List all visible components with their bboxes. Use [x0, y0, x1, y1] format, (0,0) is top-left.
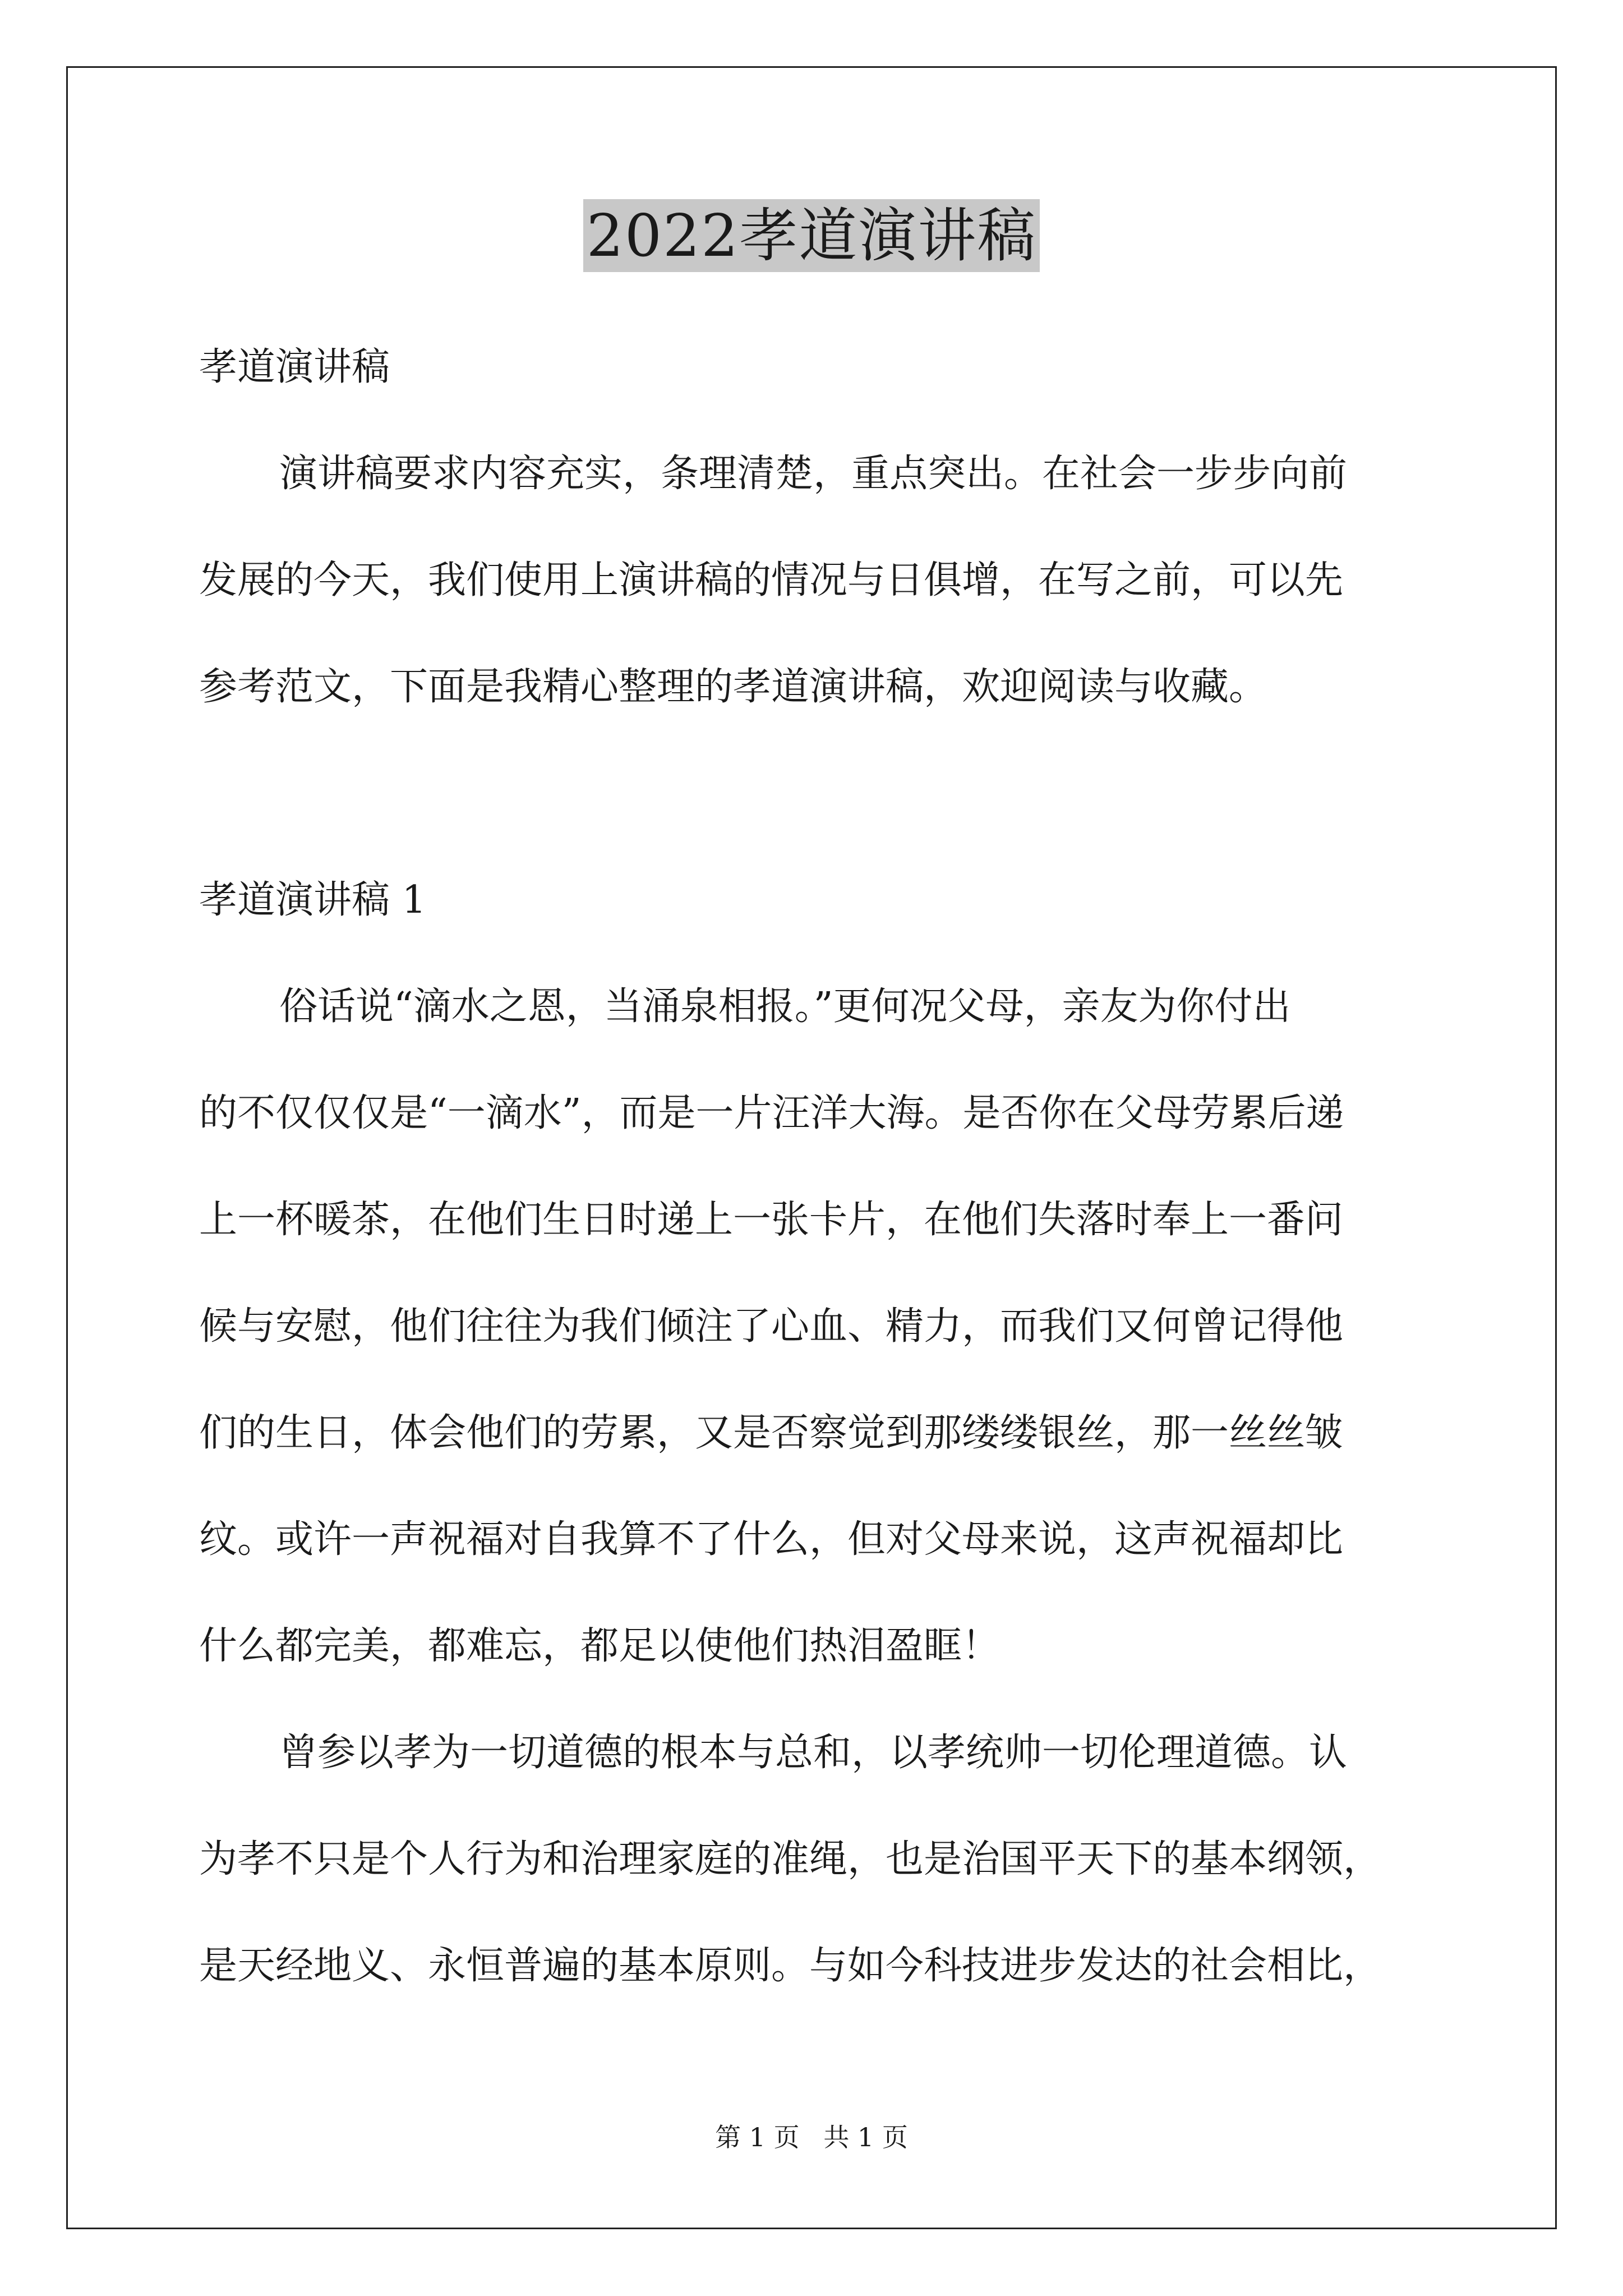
section-heading-1: 孝道演讲稿 1	[199, 878, 426, 922]
paragraph-line: 曾参以孝为一切道德的根本与总和，以孝统帅一切伦理道德。认	[279, 1731, 1348, 1775]
page-total: 共 1 页	[823, 2122, 908, 2152]
intro-line: 演讲稿要求内容充实，条理清楚，重点突出。在社会一步步向前	[279, 452, 1348, 496]
page-number: 第 1 页	[715, 2122, 800, 2152]
title-container	[0, 199, 1623, 272]
paragraph-line: 候与安慰，他们往往为我们倾注了心血、精力，而我们又何曾记得他	[199, 1304, 1344, 1349]
paragraph-line: 为孝不只是个人行为和治理家庭的准绳，也是治国平天下的基本纲领，	[199, 1837, 1382, 1881]
intro-line: 发展的今天，我们使用上演讲稿的情况与日俱增，在写之前，可以先	[199, 558, 1344, 602]
paragraph-line: 什么都完美，都难忘，都足以使他们热泪盈眶！	[199, 1624, 1000, 1668]
paragraph-line: 上一杯暖茶，在他们生日时递上一张卡片，在他们失落时奉上一番问	[199, 1198, 1344, 1242]
document-body	[199, 314, 1433, 2019]
paragraph-line: 俗话说“滴水之恩，当涌泉相报。”更何况父母，亲友为你付出	[279, 984, 1291, 1029]
paragraph-line: 们的生日，体会他们的劳累，又是否察觉到那缕缕银丝，那一丝丝皱	[199, 1411, 1344, 1455]
intro-heading: 孝道演讲稿	[199, 345, 390, 389]
page-footer	[0, 2120, 1623, 2154]
paragraph-line: 纹。或许一声祝福对自我算不了什么，但对父母来说，这声祝福却比	[199, 1517, 1344, 1562]
paragraph-line: 是天经地义、永恒普遍的基本原则。与如今科技进步发达的社会相比，	[199, 1944, 1382, 1988]
intro-line: 参考范文，下面是我精心整理的孝道演讲稿，欢迎阅读与收藏。	[199, 665, 1267, 709]
paragraph-line: 的不仅仅仅是“一滴水”，而是一片汪洋大海。是否你在父母劳累后递	[199, 1091, 1344, 1135]
document-title: 2022孝道演讲稿	[583, 199, 1040, 272]
paragraph-gap	[199, 740, 1433, 847]
